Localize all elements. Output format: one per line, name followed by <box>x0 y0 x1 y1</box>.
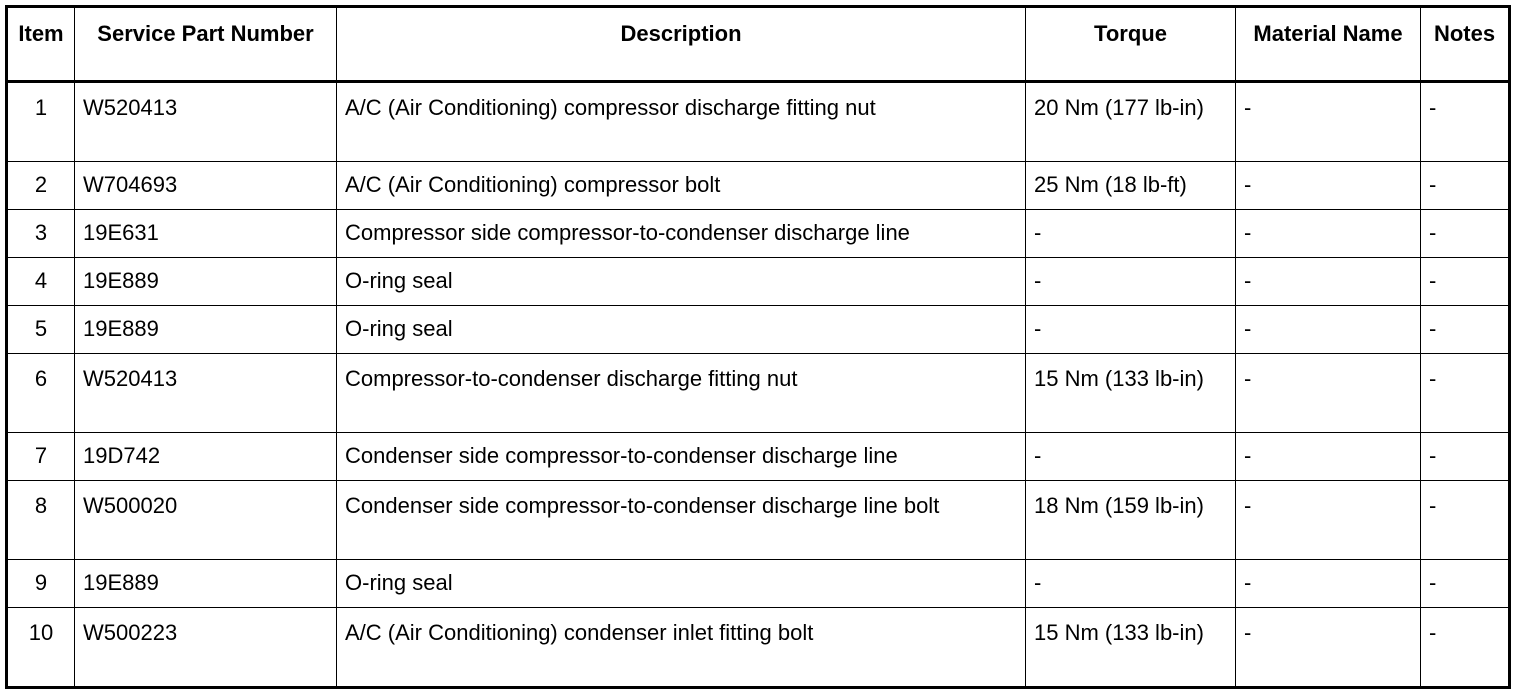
torque-cell: 18 Nm (159 lb-in) <box>1026 481 1236 560</box>
notes-cell: - <box>1421 433 1510 481</box>
description-cell: A/C (Air Conditioning) compressor bolt <box>337 162 1026 210</box>
header-description: Description <box>337 7 1026 82</box>
material-cell: - <box>1236 560 1421 608</box>
material-cell: - <box>1236 354 1421 433</box>
torque-cell: - <box>1026 306 1236 354</box>
notes-cell: - <box>1421 258 1510 306</box>
notes-cell: - <box>1421 608 1510 688</box>
part-number-cell: W704693 <box>75 162 337 210</box>
description-cell: O-ring seal <box>337 258 1026 306</box>
torque-cell: - <box>1026 560 1236 608</box>
part-number-cell: W500223 <box>75 608 337 688</box>
item-cell: 7 <box>7 433 75 481</box>
torque-cell: - <box>1026 258 1236 306</box>
header-notes: Notes <box>1421 7 1510 82</box>
description-cell: Compressor-to-condenser discharge fitting nut <box>337 354 1026 433</box>
table-row <box>7 258 1510 306</box>
torque-cell: 15 Nm (133 lb-in) <box>1026 354 1236 433</box>
table-header-row <box>7 7 1510 82</box>
parts-table-container <box>5 5 1508 689</box>
material-cell: - <box>1236 162 1421 210</box>
notes-cell: - <box>1421 210 1510 258</box>
item-cell: 1 <box>7 82 75 162</box>
table-row <box>7 608 1510 688</box>
description-cell: O-ring seal <box>337 306 1026 354</box>
parts-table <box>5 5 1511 689</box>
material-cell: - <box>1236 258 1421 306</box>
part-number-cell: 19E889 <box>75 306 337 354</box>
material-cell: - <box>1236 608 1421 688</box>
description-cell: Compressor side compressor-to-condenser discharge line <box>337 210 1026 258</box>
notes-cell: - <box>1421 162 1510 210</box>
table-row <box>7 560 1510 608</box>
part-number-cell: W520413 <box>75 82 337 162</box>
item-cell: 2 <box>7 162 75 210</box>
notes-cell: - <box>1421 481 1510 560</box>
part-number-cell: W520413 <box>75 354 337 433</box>
torque-cell: 25 Nm (18 lb-ft) <box>1026 162 1236 210</box>
table-row <box>7 82 1510 162</box>
header-material-name: Material Name <box>1236 7 1421 82</box>
description-cell: Condenser side compressor-to-condenser discharge line <box>337 433 1026 481</box>
torque-cell: - <box>1026 210 1236 258</box>
header-item: Item <box>7 7 75 82</box>
torque-cell: 15 Nm (133 lb-in) <box>1026 608 1236 688</box>
header-torque: Torque <box>1026 7 1236 82</box>
notes-cell: - <box>1421 560 1510 608</box>
part-number-cell: 19E631 <box>75 210 337 258</box>
item-cell: 6 <box>7 354 75 433</box>
table-row <box>7 306 1510 354</box>
table-row <box>7 354 1510 433</box>
header-service-part-number: Service Part Number <box>75 7 337 82</box>
notes-cell: - <box>1421 306 1510 354</box>
notes-cell: - <box>1421 82 1510 162</box>
notes-cell: - <box>1421 354 1510 433</box>
material-cell: - <box>1236 82 1421 162</box>
description-cell: O-ring seal <box>337 560 1026 608</box>
part-number-cell: 19E889 <box>75 560 337 608</box>
material-cell: - <box>1236 210 1421 258</box>
description-cell: A/C (Air Conditioning) condenser inlet fitting bolt <box>337 608 1026 688</box>
part-number-cell: W500020 <box>75 481 337 560</box>
table-row <box>7 433 1510 481</box>
part-number-cell: 19E889 <box>75 258 337 306</box>
table-row <box>7 162 1510 210</box>
item-cell: 3 <box>7 210 75 258</box>
description-cell: Condenser side compressor-to-condenser discharge line bolt <box>337 481 1026 560</box>
item-cell: 8 <box>7 481 75 560</box>
torque-cell: - <box>1026 433 1236 481</box>
material-cell: - <box>1236 433 1421 481</box>
item-cell: 10 <box>7 608 75 688</box>
item-cell: 9 <box>7 560 75 608</box>
part-number-cell: 19D742 <box>75 433 337 481</box>
torque-cell: 20 Nm (177 lb-in) <box>1026 82 1236 162</box>
table-row <box>7 210 1510 258</box>
item-cell: 5 <box>7 306 75 354</box>
table-row <box>7 481 1510 560</box>
description-cell: A/C (Air Conditioning) compressor discharge fitting nut <box>337 82 1026 162</box>
item-cell: 4 <box>7 258 75 306</box>
material-cell: - <box>1236 306 1421 354</box>
material-cell: - <box>1236 481 1421 560</box>
